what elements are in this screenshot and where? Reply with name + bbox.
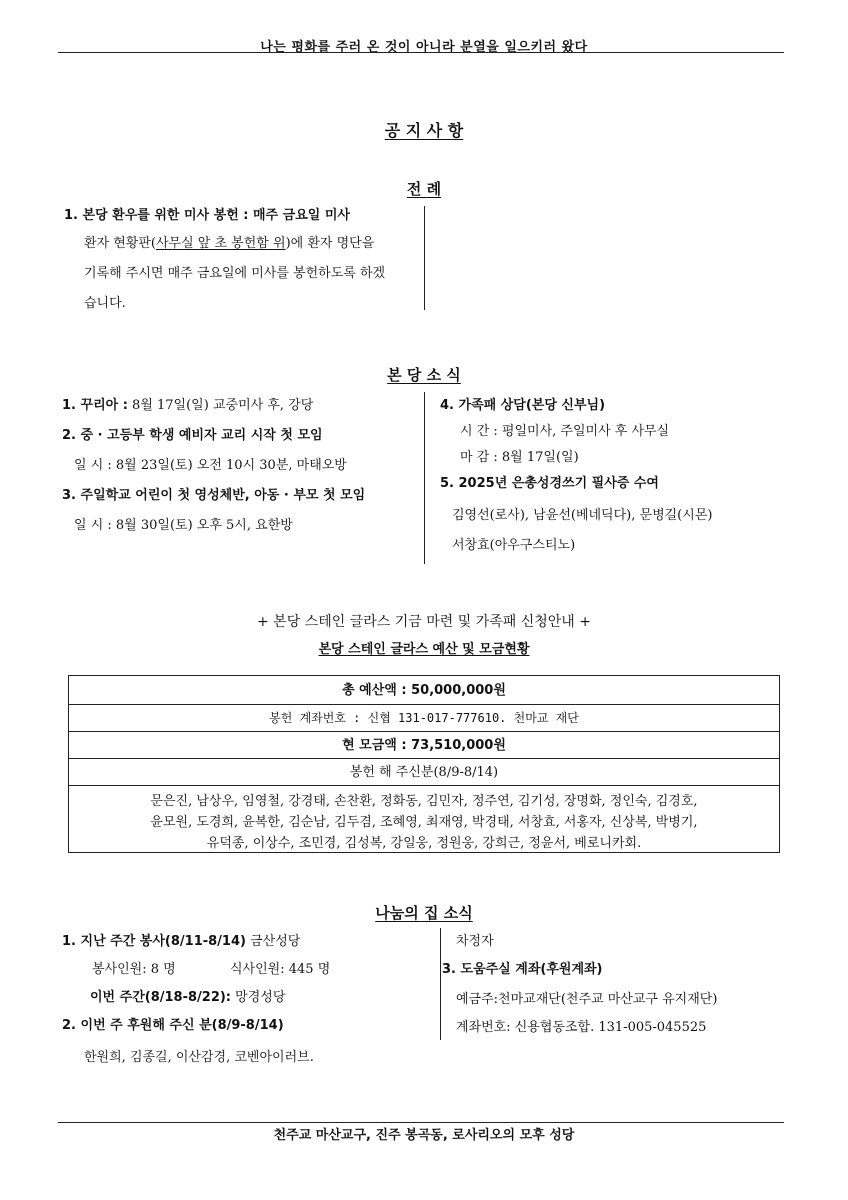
liturgy-item1-line1 [84,236,374,252]
liturgy-item1-line2: 기록해 주시면 매주 금요일에 미사를 봉헌하도록 하겠 [84,266,386,281]
news-item2-title: 2. 중 · 고등부 학생 예비자 교리 시작 첫 모임 [62,428,323,443]
current-amount-row: 현 모금액 : 73,510,000원 [69,732,779,759]
sharing-item2-cont: 차정자 [456,934,494,949]
news-item1-label: 1. 꾸리아 : [62,398,128,413]
this-week-parish: 망경성당 [231,990,286,1005]
footer-rule [58,1122,784,1123]
sharing-house-divider [440,928,441,1040]
donors-line-3: 유덕종, 이상수, 조민경, 김성복, 강일웅, 정원웅, 강희근, 정윤서, 베로니카회. [206,836,642,851]
liturgy-line1-underlined: 사무실 앞 초 봉헌함 위 [156,236,286,251]
news-item3-detail: 일 시 : 8월 30일(토) 오후 5시, 요한방 [74,518,293,533]
donors-line-2: 윤모원, 도경희, 윤복한, 김순남, 김두겸, 조혜영, 최재영, 박경태, 서창효, 서홍자, 신상복, 박병기, [150,815,698,830]
liturgy-line1-post: )에 환자 명단을 [285,236,375,251]
news-item5-names1: 김영선(로사), 남윤선(베네딕다), 문병길(시몬) [452,508,713,523]
liturgy-line1-pre: 환자 현황판( [84,236,156,251]
news-item4-deadline: 마 감 : 8월 17일(일) [460,450,579,465]
account-row: 봉헌 계좌번호 : 신협 131-017-777610. 천마교 재단 [69,705,779,732]
news-item4-time: 시 간 : 평일미사, 주일미사 후 사무실 [460,424,670,439]
meals-count: 식사인원: 445 명 [230,962,331,977]
news-item4-title: 4. 가족패 상담(본당 신부님) [440,398,606,413]
liturgy-title: 전 례 [406,180,442,198]
news-item2-detail: 일 시 : 8월 23일(토) 오전 10시 30분, 마태오방 [74,458,347,473]
sharing-house-title: 나눔의 집 소식 [375,904,473,922]
news-item1-text: 8월 17일(일) 교중미사 후, 강당 [127,398,314,413]
stained-glass-subtitle: 본당 스테인 글라스 예산 및 모금현황 [318,642,530,657]
total-budget-row: 총 예산액 : 50,000,000원 [69,676,779,705]
donation-account-number: 계좌번호: 신용협동조합. 131-005-045525 [456,1020,707,1035]
news-item1 [62,398,313,414]
notice-title: 공 지 사 항 [384,121,464,140]
stained-glass-headline: + 본당 스테인 글라스 기금 마련 및 가족패 신청안내 + [257,614,591,630]
stained-glass-table [68,675,780,853]
sharing-item1-parish: 금산성당 [245,934,301,949]
donors-line-1: 문은진, 남상우, 임영철, 강경태, 손찬환, 정화동, 김민자, 정주연, 김기성, 장명화, 정인숙, 김경호, [150,794,698,809]
news-item3-title: 3. 주일학교 어린이 첫 영성체반, 아동 · 부모 첫 모임 [62,488,366,503]
header-motto: 나는 평화를 주러 온 것이 아니라 분열을 일으키러 왔다 [260,40,588,55]
donors-heading-row: 봉헌 해 주신분(8/9-8/14) [69,759,779,786]
sharing-item1-title: 1. 지난 주간 봉사(8/11-8/14) [62,934,246,949]
parish-news-title: 본 당 소 식 [387,366,461,384]
parish-news-divider [424,392,425,564]
donation-account-holder: 예금주:천마교재단(천주교 마산교구 유지재단) [456,992,718,1007]
sharing-item3-title: 3. 도움주실 계좌(후원계좌) [442,962,603,977]
this-week-label: 이번 주간(8/18-8/22): [90,990,232,1005]
header-rule [58,52,784,53]
news-item5-names2: 서창효(아우구스티노) [452,538,576,553]
volunteers-count: 봉사인원: 8 명 [92,962,176,977]
liturgy-item1-line3: 습니다. [84,296,126,311]
sharing-item2-title: 2. 이번 주 후원해 주신 분(8/9-8/14) [62,1018,284,1033]
liturgy-item1-title: 1. 본당 환우를 위한 미사 봉헌 : 매주 금요일 미사 [64,208,350,223]
sharing-item2-names: 한원희, 김종길, 이산감경, 코벤아이러브. [84,1050,314,1065]
sharing-item1 [62,934,300,950]
this-week-volunteer [90,990,285,1006]
news-item5-title: 5. 2025년 은총성경쓰기 필사증 수여 [440,476,659,491]
liturgy-divider [424,206,425,310]
footer-church: 천주교 마산교구, 진주 봉곡동, 로사리오의 모후 성당 [273,1128,575,1143]
